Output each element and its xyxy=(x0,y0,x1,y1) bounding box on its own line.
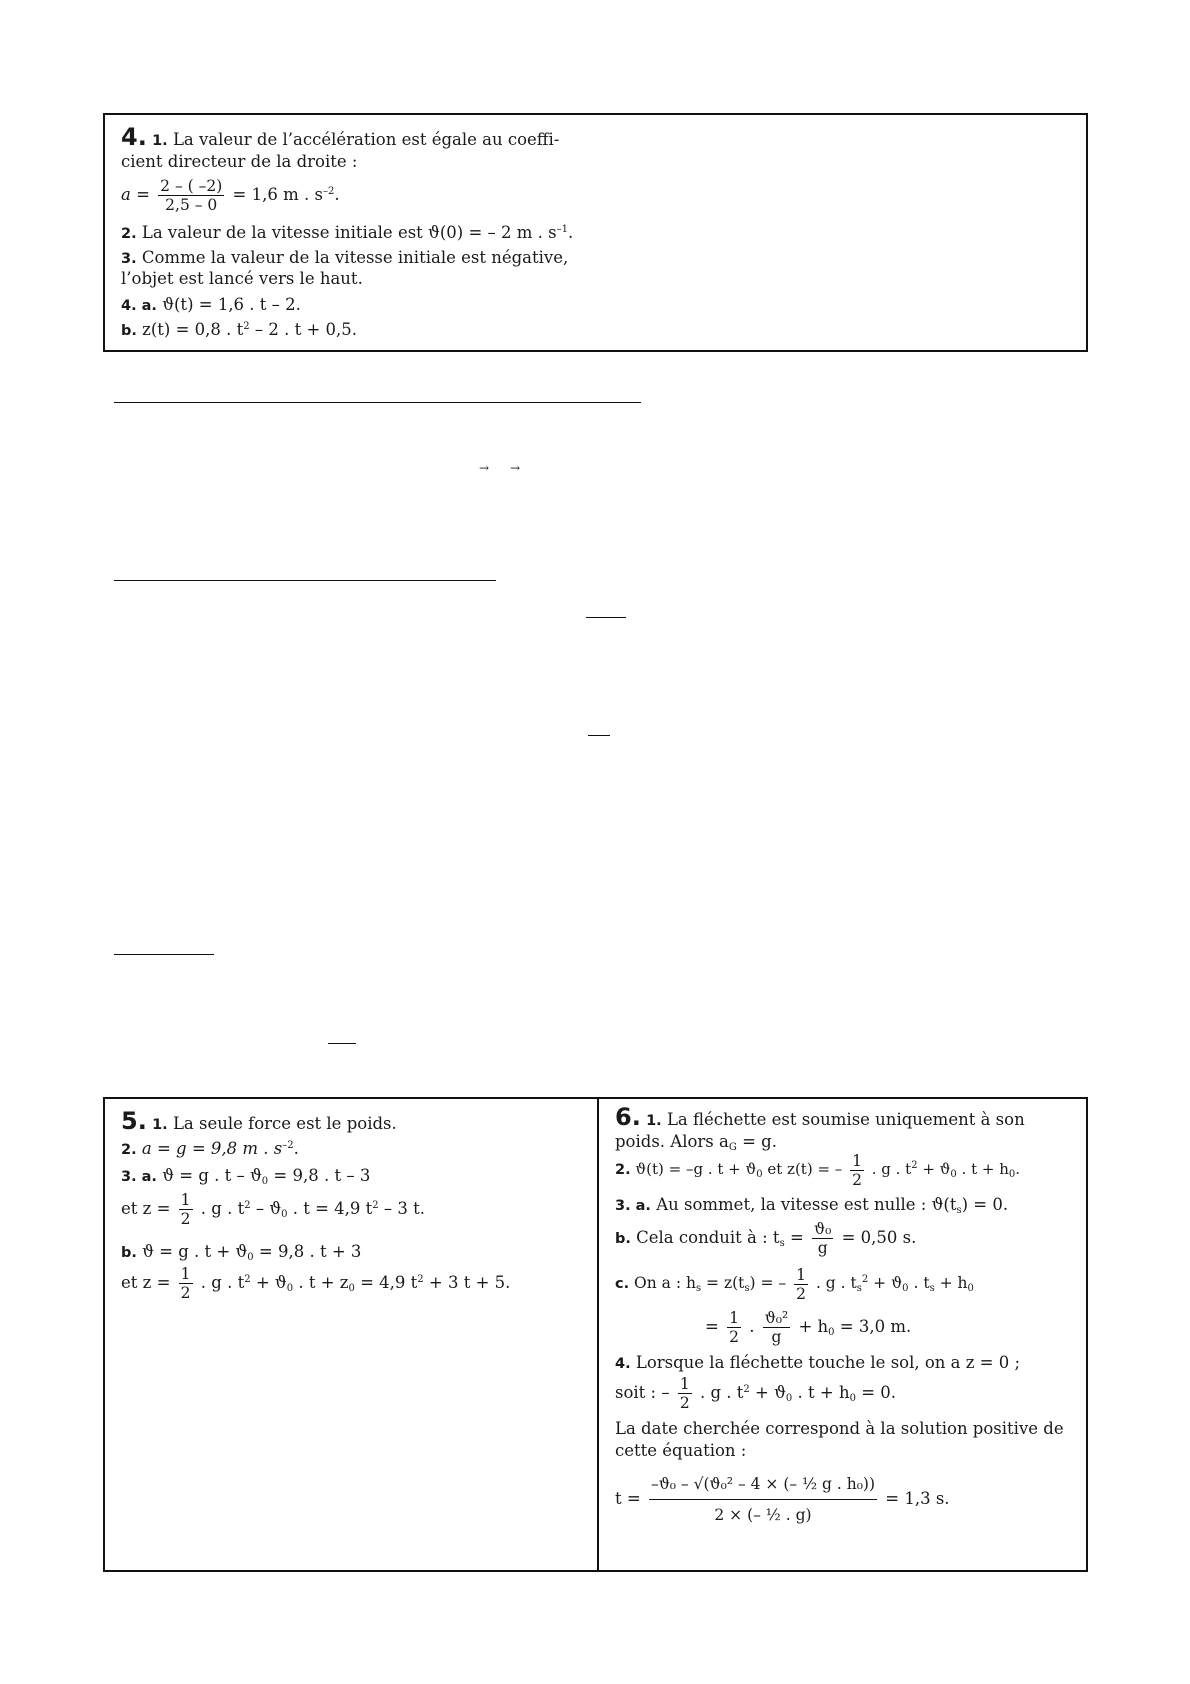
ex6-line-8: 4. Lorsque la fléchette touche le sol, on a z = 0 ; xyxy=(615,1353,1021,1372)
ex4-line-2: cient directeur de la droite : xyxy=(121,152,358,171)
ex5-line-4: et z = $\frac{1}{2}$ . g . $t^2 - ϑ_0$ . t = 4,9 $t^2 - 3$ t. xyxy=(121,1191,426,1228)
fraction-bar-3 xyxy=(328,1043,356,1044)
divider-rule-2 xyxy=(114,580,496,581)
fraction-bar-1 xyxy=(586,617,626,618)
ex6-line-9: soit : – $\frac{1}{2}$ . g . $t^2 + ϑ_0$ . $t + h_0 = 0$. xyxy=(615,1375,897,1412)
ex4-line-4: 2. La valeur de la vitesse initiale est ϑ(0) = – 2 m . $s^{-1}$. xyxy=(121,223,574,242)
ex6-line-7: = $\frac{1}{2}$ . $\frac{\text{ϑ₀²}}{g}$ + $h_0 = 3,0$ m. xyxy=(705,1309,912,1346)
ex6-line-3: 2. ϑ(t) = –g . $t + ϑ_0$ et z(t) = – $\frac{1}{2}$ . g . $t^2 + ϑ_0$ . $t + h_0$. xyxy=(615,1151,1021,1189)
ex4-line-7: 4. a. ϑ(t) = 1,6 . t – 2. xyxy=(121,295,301,314)
ex6-line-4: 3. a. Au sommet, la vitesse est nulle : $ϑ(t_s) = 0$. xyxy=(615,1195,1009,1216)
ex4-line-3: a = $\frac{2 - ( -2)}{2,5 - 0}$ = 1,6 m . $s^{-2}$. xyxy=(121,177,340,214)
ex4-line-1: 4. 1. La valeur de l’accélération est égale au coeffi- xyxy=(121,123,560,151)
ex6-line-12: t = $\frac{\text{–ϑ₀ – √(ϑ₀² – 4 × (– ½ g . h₀))}}{\text{2 × (– ½ . g)}}$ = 1,3 s. xyxy=(615,1469,950,1530)
exercises-5-6-box xyxy=(103,1097,1088,1572)
ex5-line-2: 2. a = g = 9,8 m . $s^{-2}$. xyxy=(121,1139,299,1158)
ex5-line-6: et z = $\frac{1}{2}$ . g . $t^2 + ϑ_0$ . $t + z_0 = 4,9$ $t^2 + 3$ t + 5. xyxy=(121,1265,511,1302)
ex4-fraction: $\frac{2 - ( -2)}{2,5 - 0}$ xyxy=(160,177,223,214)
ex6-line-6: c. On a : $h_s = z(t_s)$ = – $\frac{1}{2}$ . g . $t_s^2 + ϑ_0$ . $t_s + h_0$ xyxy=(615,1265,974,1303)
vector-arrow-2: → xyxy=(510,461,521,475)
ex6-line-5: b. Cela conduit à : $t_s$ = $\frac{\text{ϑ₀}}{g}$ = 0,50 s. xyxy=(615,1220,917,1257)
ex4-line-6: l’objet est lancé vers le haut. xyxy=(121,269,363,288)
ex5-line-1: 5. 1. La seule force est le poids. xyxy=(121,1107,397,1135)
ex5-line-3: 3. a. ϑ = g . $t - ϑ_0 = 9,8$ . t – 3 xyxy=(121,1166,371,1187)
exercise-4-box xyxy=(103,113,1088,352)
ex5-line-5: b. ϑ = g . $t + ϑ_0 = 9,8$ . t + 3 xyxy=(121,1242,362,1263)
ex6-line-2: poids. Alors $a_G = g$. xyxy=(615,1132,777,1153)
divider-rule-3 xyxy=(114,954,214,955)
ex6-quadratic-fraction: $\frac{\text{–ϑ₀ – √(ϑ₀² – 4 × (– ½ g . h₀))}}{\text{2 × (– ½ . g)}}$ xyxy=(649,1469,877,1530)
column-divider xyxy=(597,1099,599,1570)
ex6-line-11: cette équation : xyxy=(615,1441,747,1460)
ex4-line-8: b. z(t) = 0,8 . $t^2 - 2$ . t + 0,5. xyxy=(121,320,358,339)
ex6-line-10: La date cherchée correspond à la solution positive de xyxy=(615,1419,1064,1438)
vector-arrow-1: → xyxy=(479,461,490,475)
fraction-bar-2 xyxy=(588,735,610,736)
divider-rule-1 xyxy=(114,402,641,403)
ex6-line-1: 6. 1. La fléchette est soumise uniquement à son xyxy=(615,1103,1025,1131)
ex4-line-5: 3. Comme la valeur de la vitesse initiale est négative, xyxy=(121,248,569,267)
